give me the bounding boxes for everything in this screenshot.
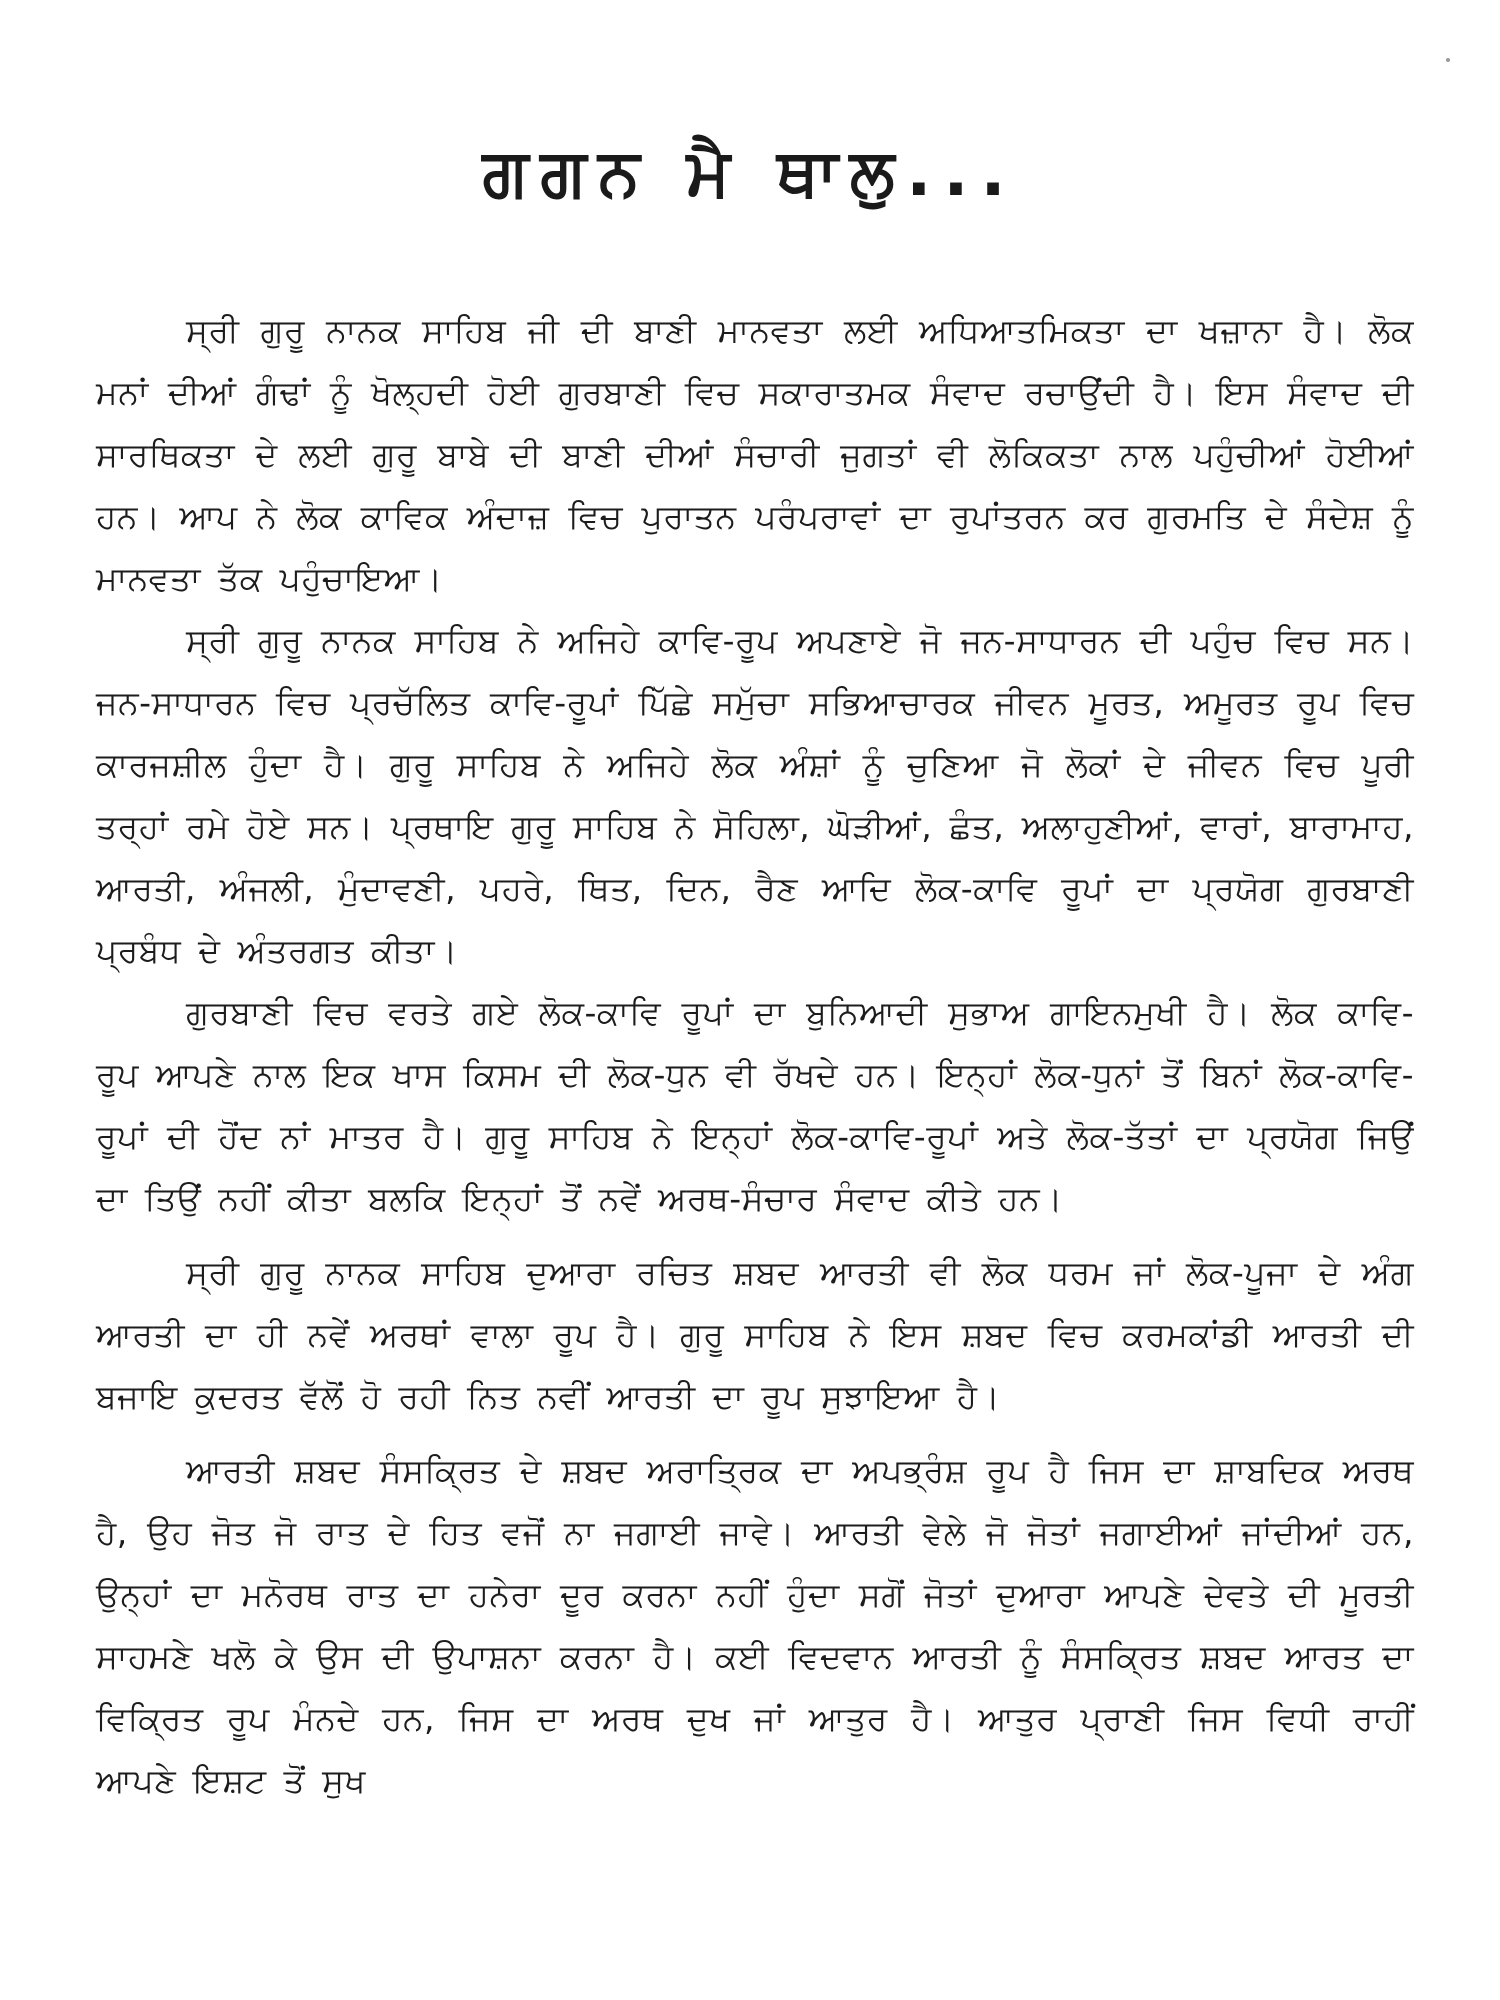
- paragraph-2: ਸ੍ਰੀ ਗੁਰੂ ਨਾਨਕ ਸਾਹਿਬ ਨੇ ਅਜਿਹੇ ਕਾਵਿ-ਰੂਪ ਅਪਣਾਏ ਜੋ ਜਨ-ਸਾਧਾਰਨ ਦੀ ਪਹੁੰਚ ਵਿਚ ਸਨ। ਜਨ-ਸਾਧਾਰਨ ਵਿਚ ਪ੍ਰਚੱਲਿਤ ਕਾਵਿ-ਰੂਪਾਂ ਪਿੱਛੇ ਸਮੁੱਚਾ ਸਭਿਆਚਾਰਕ ਜੀਵਨ ਮੂਰਤ, ਅਮੂਰਤ ਰੂਪ ਵਿਚ ਕਾਰਜਸ਼ੀਲ ਹੁੰਦਾ ਹੈ। ਗੁਰੂ ਸਾਹਿਬ ਨੇ ਅਜਿਹੇ ਲੋਕ ਅੰਸ਼ਾਂ ਨੂੰ ਚੁਣਿਆ ਜੋ ਲੋਕਾਂ ਦੇ ਜੀਵਨ ਵਿਚ ਪੂਰੀ ਤਰ੍ਹਾਂ ਰਮੇ ਹੋਏ ਸਨ। ਪ੍ਰਥਾਇ ਗੁਰੂ ਸਾਹਿਬ ਨੇ ਸੋਹਿਲਾ, ਘੋੜੀਆਂ, ਛੰਤ, ਅਲਾਹੁਣੀਆਂ, ਵਾਰਾਂ, ਬਾਰਾਮਾਹ, ਆਰਤੀ, ਅੰਜਲੀ, ਮੁੰਦਾਵਣੀ, ਪਹਰੇ, ਥਿਤ, ਦਿਨ, ਰੈਣ ਆਦਿ ਲੋਕ-ਕਾਵਿ ਰੂਪਾਂ ਦਾ ਪ੍ਰਯੋਗ ਗੁਰਬਾਣੀ ਪ੍ਰਬੰਧ ਦੇ ਅੰਤਰਗਤ ਕੀਤਾ।: [96, 621, 1414, 970]
- page-title: ਗਗਨ ਮੈ ਥਾਲੁ...: [482, 134, 1018, 211]
- body-text: [96, 300, 1414, 1812]
- scan-speck: [1446, 58, 1450, 62]
- paragraph-5: ਆਰਤੀ ਸ਼ਬਦ ਸੰਸਕ੍ਰਿਤ ਦੇ ਸ਼ਬਦ ਅਰਾਤ੍ਰਿਕ ਦਾ ਅਪਭ੍ਰੰਸ਼ ਰੂਪ ਹੈ ਜਿਸ ਦਾ ਸ਼ਾਬਦਿਕ ਅਰਥ ਹੈ, ਉਹ ਜੋਤ ਜੋ ਰਾਤ ਦੇ ਹਿਤ ਵਜੋਂ ਨਾ ਜਗਾਈ ਜਾਵੇ। ਆਰਤੀ ਵੇਲੇ ਜੋ ਜੋਤਾਂ ਜਗਾਈਆਂ ਜਾਂਦੀਆਂ ਹਨ, ਉਨ੍ਹਾਂ ਦਾ ਮਨੋਰਥ ਰਾਤ ਦਾ ਹਨੇਰਾ ਦੂਰ ਕਰਨਾ ਨਹੀਂ ਹੁੰਦਾ ਸਗੋਂ ਜੋਤਾਂ ਦੁਆਰਾ ਆਪਣੇ ਦੇਵਤੇ ਦੀ ਮੂਰਤੀ ਸਾਹਮਣੇ ਖਲੋ ਕੇ ਉਸ ਦੀ ਉਪਾਸ਼ਨਾ ਕਰਨਾ ਹੈ। ਕਈ ਵਿਦਵਾਨ ਆਰਤੀ ਨੂੰ ਸੰਸਕ੍ਰਿਤ ਸ਼ਬਦ ਆਰਤ ਦਾ ਵਿਕ੍ਰਿਤ ਰੂਪ ਮੰਨਦੇ ਹਨ, ਜਿਸ ਦਾ ਅਰਥ ਦੁਖ ਜਾਂ ਆਤੁਰ ਹੈ। ਆਤੁਰ ਪ੍ਰਾਣੀ ਜਿਸ ਵਿਧੀ ਰਾਹੀਂ ਆਪਣੇ ਇਸ਼ਟ ਤੋਂ ਸੁਖ: [96, 1451, 1414, 1800]
- paragraph-1: ਸ੍ਰੀ ਗੁਰੂ ਨਾਨਕ ਸਾਹਿਬ ਜੀ ਦੀ ਬਾਣੀ ਮਾਨਵਤਾ ਲਈ ਅਧਿਆਤਮਿਕਤਾ ਦਾ ਖਜ਼ਾਨਾ ਹੈ। ਲੋਕ ਮਨਾਂ ਦੀਆਂ ਗੰਢਾਂ ਨੂੰ ਖੋਲ੍ਹਦੀ ਹੋਈ ਗੁਰਬਾਣੀ ਵਿਚ ਸਕਾਰਾਤਮਕ ਸੰਵਾਦ ਰਚਾਉਂਦੀ ਹੈ। ਇਸ ਸੰਵਾਦ ਦੀ ਸਾਰਥਿਕਤਾ ਦੇ ਲਈ ਗੁਰੂ ਬਾਬੇ ਦੀ ਬਾਣੀ ਦੀਆਂ ਸੰਚਾਰੀ ਜੁਗਤਾਂ ਵੀ ਲੋਕਿਕਤਾ ਨਾਲ ਪਹੁੰਚੀਆਂ ਹੋਈਆਂ ਹਨ। ਆਪ ਨੇ ਲੋਕ ਕਾਵਿਕ ਅੰਦਾਜ਼ ਵਿਚ ਪੁਰਾਤਨ ਪਰੰਪਰਾਵਾਂ ਦਾ ਰੁਪਾਂਤਰਨ ਕਰ ਗੁਰਮਤਿ ਦੇ ਸੰਦੇਸ਼ ਨੂੰ ਮਾਨਵਤਾ ਤੱਕ ਪਹੁੰਚਾਇਆ।: [96, 311, 1414, 598]
- paragraph-4: ਸ੍ਰੀ ਗੁਰੂ ਨਾਨਕ ਸਾਹਿਬ ਦੁਆਰਾ ਰਚਿਤ ਸ਼ਬਦ ਆਰਤੀ ਵੀ ਲੋਕ ਧਰਮ ਜਾਂ ਲੋਕ-ਪੂਜਾ ਦੇ ਅੰਗ ਆਰਤੀ ਦਾ ਹੀ ਨਵੇਂ ਅਰਥਾਂ ਵਾਲਾ ਰੂਪ ਹੈ। ਗੁਰੂ ਸਾਹਿਬ ਨੇ ਇਸ ਸ਼ਬਦ ਵਿਚ ਕਰਮਕਾਂਡੀ ਆਰਤੀ ਦੀ ਬਜਾਇ ਕੁਦਰਤ ਵੱਲੋਂ ਹੋ ਰਹੀ ਨਿਤ ਨਵੀਂ ਆਰਤੀ ਦਾ ਰੂਪ ਸੁਝਾਇਆ ਹੈ।: [96, 1253, 1414, 1416]
- paragraph-3: ਗੁਰਬਾਣੀ ਵਿਚ ਵਰਤੇ ਗਏ ਲੋਕ-ਕਾਵਿ ਰੂਪਾਂ ਦਾ ਬੁਨਿਆਦੀ ਸੁਭਾਅ ਗਾਇਨਮੁਖੀ ਹੈ। ਲੋਕ ਕਾਵਿ-ਰੂਪ ਆਪਣੇ ਨਾਲ ਇਕ ਖਾਸ ਕਿਸਮ ਦੀ ਲੋਕ-ਧੁਨ ਵੀ ਰੱਖਦੇ ਹਨ। ਇਨ੍ਹਾਂ ਲੋਕ-ਧੁਨਾਂ ਤੋਂ ਬਿਨਾਂ ਲੋਕ-ਕਾਵਿ-ਰੂਪਾਂ ਦੀ ਹੋਂਦ ਨਾਂ ਮਾਤਰ ਹੈ। ਗੁਰੂ ਸਾਹਿਬ ਨੇ ਇਨ੍ਹਾਂ ਲੋਕ-ਕਾਵਿ-ਰੂਪਾਂ ਅਤੇ ਲੋਕ-ਤੱਤਾਂ ਦਾ ਪ੍ਰਯੋਗ ਜਿਉਂ ਦਾ ਤਿਉਂ ਨਹੀਂ ਕੀਤਾ ਬਲਕਿ ਇਨ੍ਹਾਂ ਤੋਂ ਨਵੇਂ ਅਰਥ-ਸੰਚਾਰ ਸੰਵਾਦ ਕੀਤੇ ਹਨ।: [96, 993, 1414, 1218]
